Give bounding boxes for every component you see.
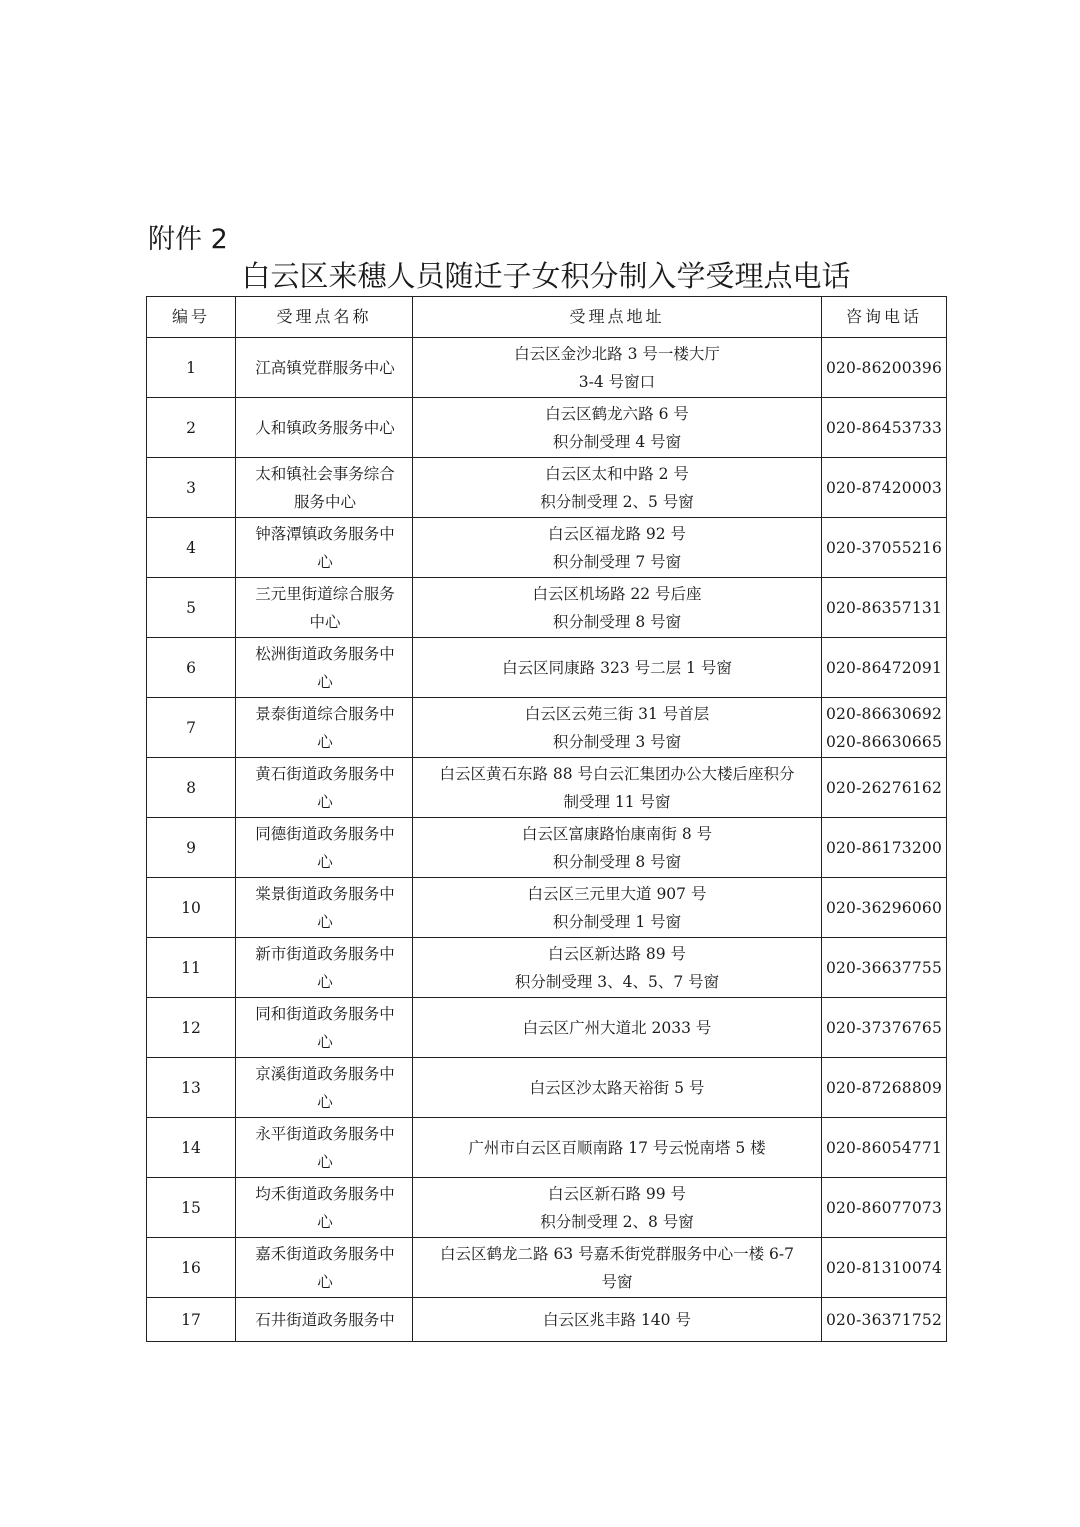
row-number: 10 — [147, 878, 236, 938]
row-number: 5 — [147, 578, 236, 638]
row-number: 15 — [147, 1178, 236, 1238]
phone-number-cell — [822, 698, 947, 758]
point-name-line: 永平街道政务服务中 — [255, 1124, 395, 1143]
phone-number-line: 020-86630692 — [825, 704, 943, 723]
phone-number-cell — [822, 1118, 947, 1178]
point-address-line: 积分制受理 8 号窗 — [552, 852, 682, 871]
point-name-cell — [236, 398, 413, 458]
phone-number-cell — [822, 458, 947, 518]
point-name-line: 黄石街道政务服务中 — [255, 764, 395, 783]
point-name-line: 同德街道政务服务中 — [255, 824, 395, 843]
table-body — [147, 338, 947, 1342]
point-name-line: 同和街道政务服务中 — [255, 1004, 395, 1023]
point-address-line: 白云区太和中路 2 号 — [545, 464, 689, 483]
point-name-line: 中心 — [309, 612, 341, 631]
row-number: 9 — [147, 818, 236, 878]
point-address-line: 白云区鹤龙六路 6 号 — [545, 404, 689, 423]
point-address-cell — [413, 638, 822, 698]
point-address-line: 白云区云苑三街 31 号首层 — [524, 704, 710, 723]
point-address-cell — [413, 1238, 822, 1298]
phone-number-line: 020-36296060 — [825, 898, 943, 917]
point-address-cell — [413, 878, 822, 938]
acceptance-points-table — [146, 296, 947, 1342]
point-address-cell — [413, 578, 822, 638]
row-number: 17 — [147, 1298, 236, 1342]
point-name-cell — [236, 638, 413, 698]
header-point-name: 受理点名称 — [236, 297, 413, 338]
header-phone: 咨询电话 — [822, 297, 947, 338]
row-number: 12 — [147, 998, 236, 1058]
phone-number-line: 020-86054771 — [825, 1138, 943, 1157]
point-name-line: 心 — [317, 972, 333, 991]
point-address-line: 积分制受理 8 号窗 — [552, 612, 682, 631]
point-address-line: 白云区福龙路 92 号 — [547, 524, 687, 543]
phone-number-cell — [822, 1298, 947, 1342]
point-name-cell — [236, 1238, 413, 1298]
point-name-line: 服务中心 — [293, 492, 356, 511]
table-row — [147, 698, 947, 758]
point-address-cell — [413, 518, 822, 578]
point-address-cell — [413, 1298, 822, 1342]
phone-number-line: 020-26276162 — [825, 778, 943, 797]
phone-number-cell — [822, 938, 947, 998]
point-name-cell — [236, 878, 413, 938]
point-address-line: 积分制受理 3 号窗 — [552, 732, 682, 751]
point-address-line: 白云区新石路 99 号 — [547, 1184, 687, 1203]
phone-number-cell — [822, 638, 947, 698]
phone-number-cell — [822, 1238, 947, 1298]
point-name-line: 心 — [317, 1212, 333, 1231]
point-name-line: 心 — [317, 732, 333, 751]
table-row — [147, 518, 947, 578]
point-name-cell — [236, 518, 413, 578]
point-address-cell — [413, 938, 822, 998]
phone-number-line: 020-36637755 — [825, 958, 943, 977]
table-row — [147, 758, 947, 818]
point-address-line: 白云区三元里大道 907 号 — [527, 884, 707, 903]
point-name-line: 均禾街道政务服务中 — [255, 1184, 395, 1203]
phone-number-line: 020-86357131 — [825, 598, 943, 617]
phone-number-cell — [822, 578, 947, 638]
point-address-line: 积分制受理 4 号窗 — [552, 432, 682, 451]
point-name-cell — [236, 758, 413, 818]
table-row — [147, 1298, 947, 1342]
table-row — [147, 1118, 947, 1178]
point-address-cell — [413, 1118, 822, 1178]
point-name-line: 心 — [317, 852, 333, 871]
table-row — [147, 578, 947, 638]
point-name-cell — [236, 698, 413, 758]
point-address-line: 广州市白云区百顺南路 17 号云悦南塔 5 楼 — [468, 1138, 766, 1157]
point-name-line: 新市街道政务服务中 — [255, 944, 395, 963]
phone-number-line: 020-86077073 — [825, 1198, 943, 1217]
point-address-cell — [413, 998, 822, 1058]
point-name-cell — [236, 998, 413, 1058]
point-address-cell — [413, 758, 822, 818]
phone-number-cell — [822, 758, 947, 818]
point-name-cell — [236, 338, 413, 398]
point-name-line: 江高镇党群服务中心 — [255, 358, 395, 377]
row-number: 8 — [147, 758, 236, 818]
point-address-line: 积分制受理 3、4、5、7 号窗 — [514, 972, 720, 991]
point-name-line: 心 — [317, 552, 333, 571]
point-name-line: 钟落潭镇政务服务中 — [255, 524, 395, 543]
table-row — [147, 458, 947, 518]
table-row — [147, 998, 947, 1058]
phone-number-cell — [822, 518, 947, 578]
point-name-line: 心 — [317, 1032, 333, 1051]
table-row — [147, 1238, 947, 1298]
header-point-address: 受理点地址 — [413, 297, 822, 338]
phone-number-line: 020-37055216 — [825, 538, 943, 557]
point-address-line: 白云区机场路 22 号后座 — [532, 584, 702, 603]
point-name-cell — [236, 938, 413, 998]
point-address-cell — [413, 1058, 822, 1118]
phone-number-cell — [822, 818, 947, 878]
row-number: 4 — [147, 518, 236, 578]
row-number: 3 — [147, 458, 236, 518]
page-title: 白云区来穗人员随迁子女积分制入学受理点电话 — [241, 259, 851, 293]
point-address-line: 白云区兆丰路 140 号 — [543, 1310, 691, 1329]
phone-number-line: 020-86630665 — [825, 732, 943, 751]
point-name-line: 心 — [317, 912, 333, 931]
row-number: 13 — [147, 1058, 236, 1118]
point-name-line: 心 — [317, 1152, 333, 1171]
point-address-line: 白云区沙太路天裕街 5 号 — [529, 1078, 705, 1097]
table-row — [147, 638, 947, 698]
point-address-line: 积分制受理 2、8 号窗 — [540, 1212, 694, 1231]
point-name-line: 心 — [317, 792, 333, 811]
point-name-line: 京溪街道政务服务中 — [255, 1064, 395, 1083]
phone-number-line: 020-86472091 — [825, 658, 943, 677]
row-number: 11 — [147, 938, 236, 998]
phone-number-line: 020-36371752 — [825, 1310, 943, 1329]
phone-number-line: 020-81310074 — [825, 1258, 943, 1277]
point-name-line: 人和镇政务服务中心 — [255, 418, 395, 437]
point-address-cell — [413, 818, 822, 878]
phone-number-line: 020-86453733 — [825, 418, 943, 437]
phone-number-cell — [822, 338, 947, 398]
point-address-cell — [413, 398, 822, 458]
phone-number-cell — [822, 398, 947, 458]
table-header-row — [147, 297, 947, 338]
row-number: 16 — [147, 1238, 236, 1298]
phone-number-cell — [822, 1178, 947, 1238]
phone-number-cell — [822, 878, 947, 938]
point-name-line: 棠景街道政务服务中 — [255, 884, 395, 903]
table-row — [147, 1058, 947, 1118]
point-name-cell — [236, 578, 413, 638]
phone-number-line: 020-87420003 — [825, 478, 943, 497]
phone-number-line: 020-37376765 — [825, 1018, 943, 1037]
point-address-line: 白云区鹤龙二路 63 号嘉禾街党群服务中心一楼 6-7 — [440, 1244, 794, 1263]
point-address-cell — [413, 458, 822, 518]
point-name-line: 嘉禾街道政务服务中 — [255, 1244, 395, 1263]
point-address-line: 白云区广州大道北 2033 号 — [522, 1018, 712, 1037]
point-address-line: 白云区金沙北路 3 号一楼大厅 — [514, 344, 720, 363]
point-address-cell — [413, 698, 822, 758]
row-number: 2 — [147, 398, 236, 458]
point-name-line: 心 — [317, 1092, 333, 1111]
attachment-label: 附件 2 — [148, 224, 228, 255]
table-row — [147, 398, 947, 458]
table-row — [147, 938, 947, 998]
point-address-line: 积分制受理 1 号窗 — [552, 912, 682, 931]
point-name-line: 三元里街道综合服务 — [255, 584, 395, 603]
point-name-cell — [236, 1118, 413, 1178]
table-row — [147, 818, 947, 878]
table-row — [147, 338, 947, 398]
point-name-cell — [236, 1058, 413, 1118]
point-name-cell — [236, 1298, 413, 1342]
point-address-line: 白云区富康路怡康南街 8 号 — [521, 824, 713, 843]
phone-number-line: 020-86173200 — [825, 838, 943, 857]
point-name-line: 景泰街道综合服务中 — [255, 704, 395, 723]
point-name-line: 松洲街道政务服务中 — [255, 644, 395, 663]
point-name-line: 太和镇社会事务综合 — [255, 464, 395, 483]
row-number: 14 — [147, 1118, 236, 1178]
point-address-line: 白云区黄石东路 88 号白云汇集团办公大楼后座积分 — [439, 764, 795, 783]
point-address-line: 积分制受理 7 号窗 — [552, 552, 682, 571]
point-name-line: 石井街道政务服务中 — [255, 1310, 395, 1329]
point-address-line: 号窗 — [601, 1272, 633, 1291]
point-address-line: 制受理 11 号窗 — [563, 792, 671, 811]
phone-number-line: 020-86200396 — [825, 358, 943, 377]
table-row — [147, 1178, 947, 1238]
point-address-line: 积分制受理 2、5 号窗 — [540, 492, 694, 511]
point-address-line: 白云区新达路 89 号 — [547, 944, 687, 963]
point-name-line: 心 — [317, 1272, 333, 1291]
point-address-line: 白云区同康路 323 号二层 1 号窗 — [502, 658, 732, 677]
point-name-cell — [236, 818, 413, 878]
point-address-line: 3-4 号窗口 — [578, 372, 656, 391]
header-number: 编号 — [147, 297, 236, 338]
row-number: 7 — [147, 698, 236, 758]
row-number: 6 — [147, 638, 236, 698]
point-name-cell — [236, 1178, 413, 1238]
point-address-cell — [413, 338, 822, 398]
point-name-line: 心 — [317, 672, 333, 691]
point-name-cell — [236, 458, 413, 518]
table-row — [147, 878, 947, 938]
point-address-cell — [413, 1178, 822, 1238]
row-number: 1 — [147, 338, 236, 398]
phone-number-cell — [822, 998, 947, 1058]
phone-number-cell — [822, 1058, 947, 1118]
phone-number-line: 020-87268809 — [825, 1078, 943, 1097]
